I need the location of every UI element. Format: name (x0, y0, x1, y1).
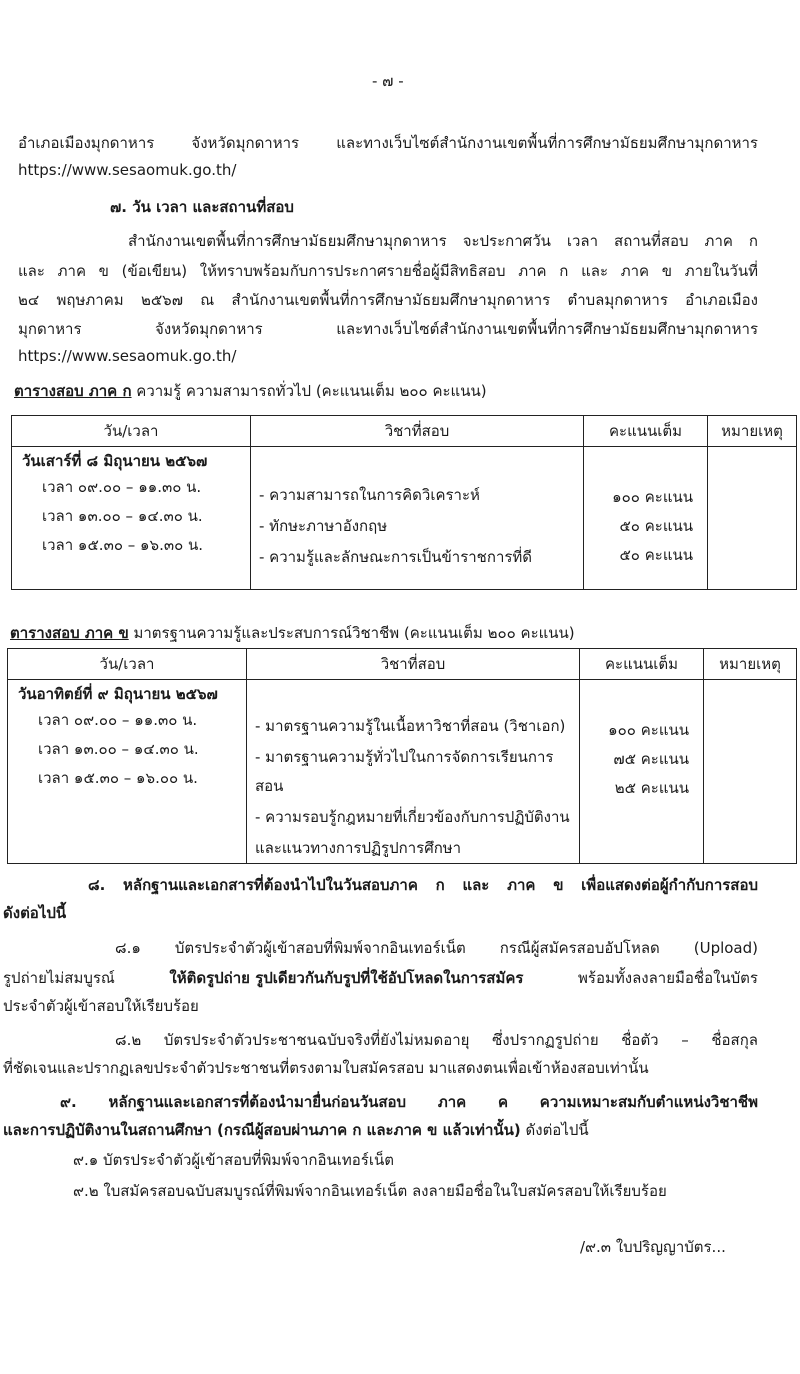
exam-subject: - ความรอบรู้กฎหมายที่เกี่ยวข้องกับการปฏิบัติงาน (255, 808, 570, 826)
section-9-1: ๙.๑ บัตรประจำตัวผู้เข้าสอบที่พิมพ์จากอินเทอร์เน็ต (73, 1151, 394, 1169)
table-row (8, 680, 797, 864)
section-8-2-line: ๘.๒ บัตรประจำตัวประชาชนฉบับจริงที่ยังไม่หมดอายุ ซึ่งปรากฏรูปถ่าย ชื่อตัว – ชื่อสกุล (115, 1031, 758, 1049)
header-subject: วิชาที่สอบ (247, 649, 580, 680)
exam-time: เวลา ๑๓.๐๐ – ๑๔.๓๐ น. (38, 740, 199, 758)
table-b-caption-text: มาตรฐานความรู้และประสบการณ์วิชาชีพ (คะแนนเต็ม ๒๐๐ คะแนน) (128, 624, 575, 642)
section-8-1-line (3, 967, 758, 989)
section-9-heading: ๙. หลักฐานและเอกสารที่ต้องนำมายื่นก่อนวันสอบ ภาค ค ความเหมาะสมกับตำแหน่งวิชาชีพ (60, 1093, 758, 1111)
exam-time: เวลา ๐๙.๐๐ – ๑๑.๓๐ น. (38, 711, 198, 729)
exam-day: วันเสาร์ที่ ๘ มิถุนายน ๒๕๖๗ (22, 452, 208, 470)
section-8-1-line: ประจำตัวผู้เข้าสอบให้เรียบร้อย (3, 997, 199, 1015)
header-score: คะแนนเต็ม (584, 416, 708, 447)
page-number: - ๗ - (372, 72, 404, 90)
exam-score: ๑๐๐ คะแนน (608, 721, 689, 739)
header-score: คะแนนเต็ม (580, 649, 704, 680)
section-7-heading: ๗. วัน เวลา และสถานที่สอบ (110, 198, 294, 216)
table-a-caption-label: ตารางสอบ ภาค ก (14, 382, 132, 400)
note-cell (704, 680, 797, 864)
section-7-line: สำนักงานเขตพื้นที่การศึกษามัธยมศึกษามุกดาหาร จะประกาศวัน เวลา สถานที่สอบ ภาค ก (128, 232, 758, 250)
exam-subject: - ทักษะภาษาอังกฤษ (259, 517, 388, 535)
text: รูปถ่ายไม่สมบูรณ์ (3, 969, 115, 987)
exam-day: วันอาทิตย์ที่ ๙ มิถุนายน ๒๕๖๗ (18, 685, 218, 703)
exam-time: เวลา ๑๕.๓๐ – ๑๖.๐๐ น. (38, 769, 198, 787)
exam-time: เวลา ๐๙.๐๐ – ๑๑.๓๐ น. (42, 478, 202, 496)
text: พร้อมทั้งลงลายมือชื่อในบัตร (578, 969, 758, 987)
exam-subject: - ความสามารถในการคิดวิเคราะห์ (259, 486, 480, 504)
exam-subject: และแนวทางการปฏิรูปการศึกษา (255, 839, 462, 857)
header-date: วัน/เวลา (12, 416, 251, 447)
table-a-caption-text: ความรู้ ความสามารถทั่วไป (คะแนนเต็ม ๒๐๐ คะแนน) (131, 382, 487, 400)
exam-table-a (11, 415, 797, 590)
table-header-row (8, 649, 797, 680)
section-7-line: และ ภาค ข (ข้อเขียน) ให้ทราบพร้อมกับการประกาศรายชื่อผู้มีสิทธิสอบ ภาค ก และ ภาค ข ภายในวันที่ (18, 262, 758, 280)
table-a-caption (14, 380, 487, 402)
exam-score: ๑๐๐ คะแนน (612, 488, 693, 506)
table-b-caption-label: ตารางสอบ ภาค ข (10, 624, 129, 642)
section-7-line: ๒๔ พฤษภาคม ๒๕๖๗ ณ สำนักงานเขตพื้นที่การศึกษามัธยมศึกษามุกดาหาร ตำบลมุกดาหาร อำเภอเมือง (18, 291, 758, 309)
exam-subject: - มาตรฐานความรู้ทั่วไปในการจัดการเรียนการสอน (255, 748, 554, 795)
table-header-row (12, 416, 797, 447)
section-8-heading: ๘. หลักฐานและเอกสารที่ต้องนำไปในวันสอบภาค ก และ ภาค ข เพื่อแสดงต่อผู้กำกับการสอบ (88, 876, 758, 894)
bold-text: ให้ติดรูปถ่าย รูปเดียวกันกับรูปที่ใช้อัปโหลดในการสมัคร (169, 969, 524, 987)
section-8-1-line: ๘.๑ บัตรประจำตัวผู้เข้าสอบที่พิมพ์จากอินเทอร์เน็ต กรณีผู้สมัครสอบอัปโหลด (Upload) (115, 939, 758, 957)
section-8-2-line: ที่ชัดเจนและปรากฏเลขประจำตัวประชาชนที่ตรงตามใบสมัครสอบ มาแสดงตนเพื่อเข้าห้องสอบเท่านั้น (3, 1059, 649, 1077)
intro-line: อำเภอเมืองมุกดาหาร จังหวัดมุกดาหาร และทางเว็บไซต์สำนักงานเขตพื้นที่การศึกษามัธยมศึกษามุกดาหาร (18, 134, 758, 152)
bold-text: และการปฏิบัติงานในสถานศึกษา (กรณีผู้สอบผ่านภาค ก และภาค ข แล้วเท่านั้น) (3, 1121, 521, 1139)
table-b-caption (10, 622, 575, 644)
exam-time: เวลา ๑๓.๐๐ – ๑๔.๓๐ น. (42, 507, 203, 525)
text: ดังต่อไปนี้ (520, 1121, 589, 1139)
exam-score: ๗๕ คะแนน (613, 750, 689, 768)
exam-score: ๕๐ คะแนน (619, 546, 693, 564)
section-7-line: มุกดาหาร จังหวัดมุกดาหาร และทางเว็บไซต์สำนักงานเขตพื้นที่การศึกษามัธยมศึกษามุกดาหาร (18, 320, 758, 338)
header-note: หมายเหตุ (704, 649, 797, 680)
website-link[interactable]: https://www.sesaomuk.go.th/ (18, 161, 237, 179)
table-row (12, 447, 797, 590)
exam-subject: - มาตรฐานความรู้ในเนื้อหาวิชาที่สอน (วิชาเอก) (255, 717, 566, 735)
continuation-note: /๙.๓ ใบปริญญาบัตร... (580, 1238, 726, 1256)
section-8-heading-cont: ดังต่อไปนี้ (3, 904, 67, 922)
exam-score: ๒๕ คะแนน (614, 779, 689, 797)
header-subject: วิชาที่สอบ (251, 416, 584, 447)
exam-time: เวลา ๑๕.๓๐ – ๑๖.๓๐ น. (42, 536, 204, 554)
exam-score: ๕๐ คะแนน (619, 517, 693, 535)
section-9-heading-cont (3, 1119, 589, 1141)
header-date: วัน/เวลา (8, 649, 247, 680)
exam-table-b (7, 648, 797, 864)
exam-subject: - ความรู้และลักษณะการเป็นข้าราชการที่ดี (259, 548, 533, 566)
website-link[interactable]: https://www.sesaomuk.go.th/ (18, 347, 237, 365)
section-9-2: ๙.๒ ใบสมัครสอบฉบับสมบูรณ์ที่พิมพ์จากอินเทอร์เน็ต ลงลายมือชื่อในใบสมัครสอบให้เรียบร้อย (73, 1182, 667, 1200)
note-cell (708, 447, 797, 590)
header-note: หมายเหตุ (708, 416, 797, 447)
